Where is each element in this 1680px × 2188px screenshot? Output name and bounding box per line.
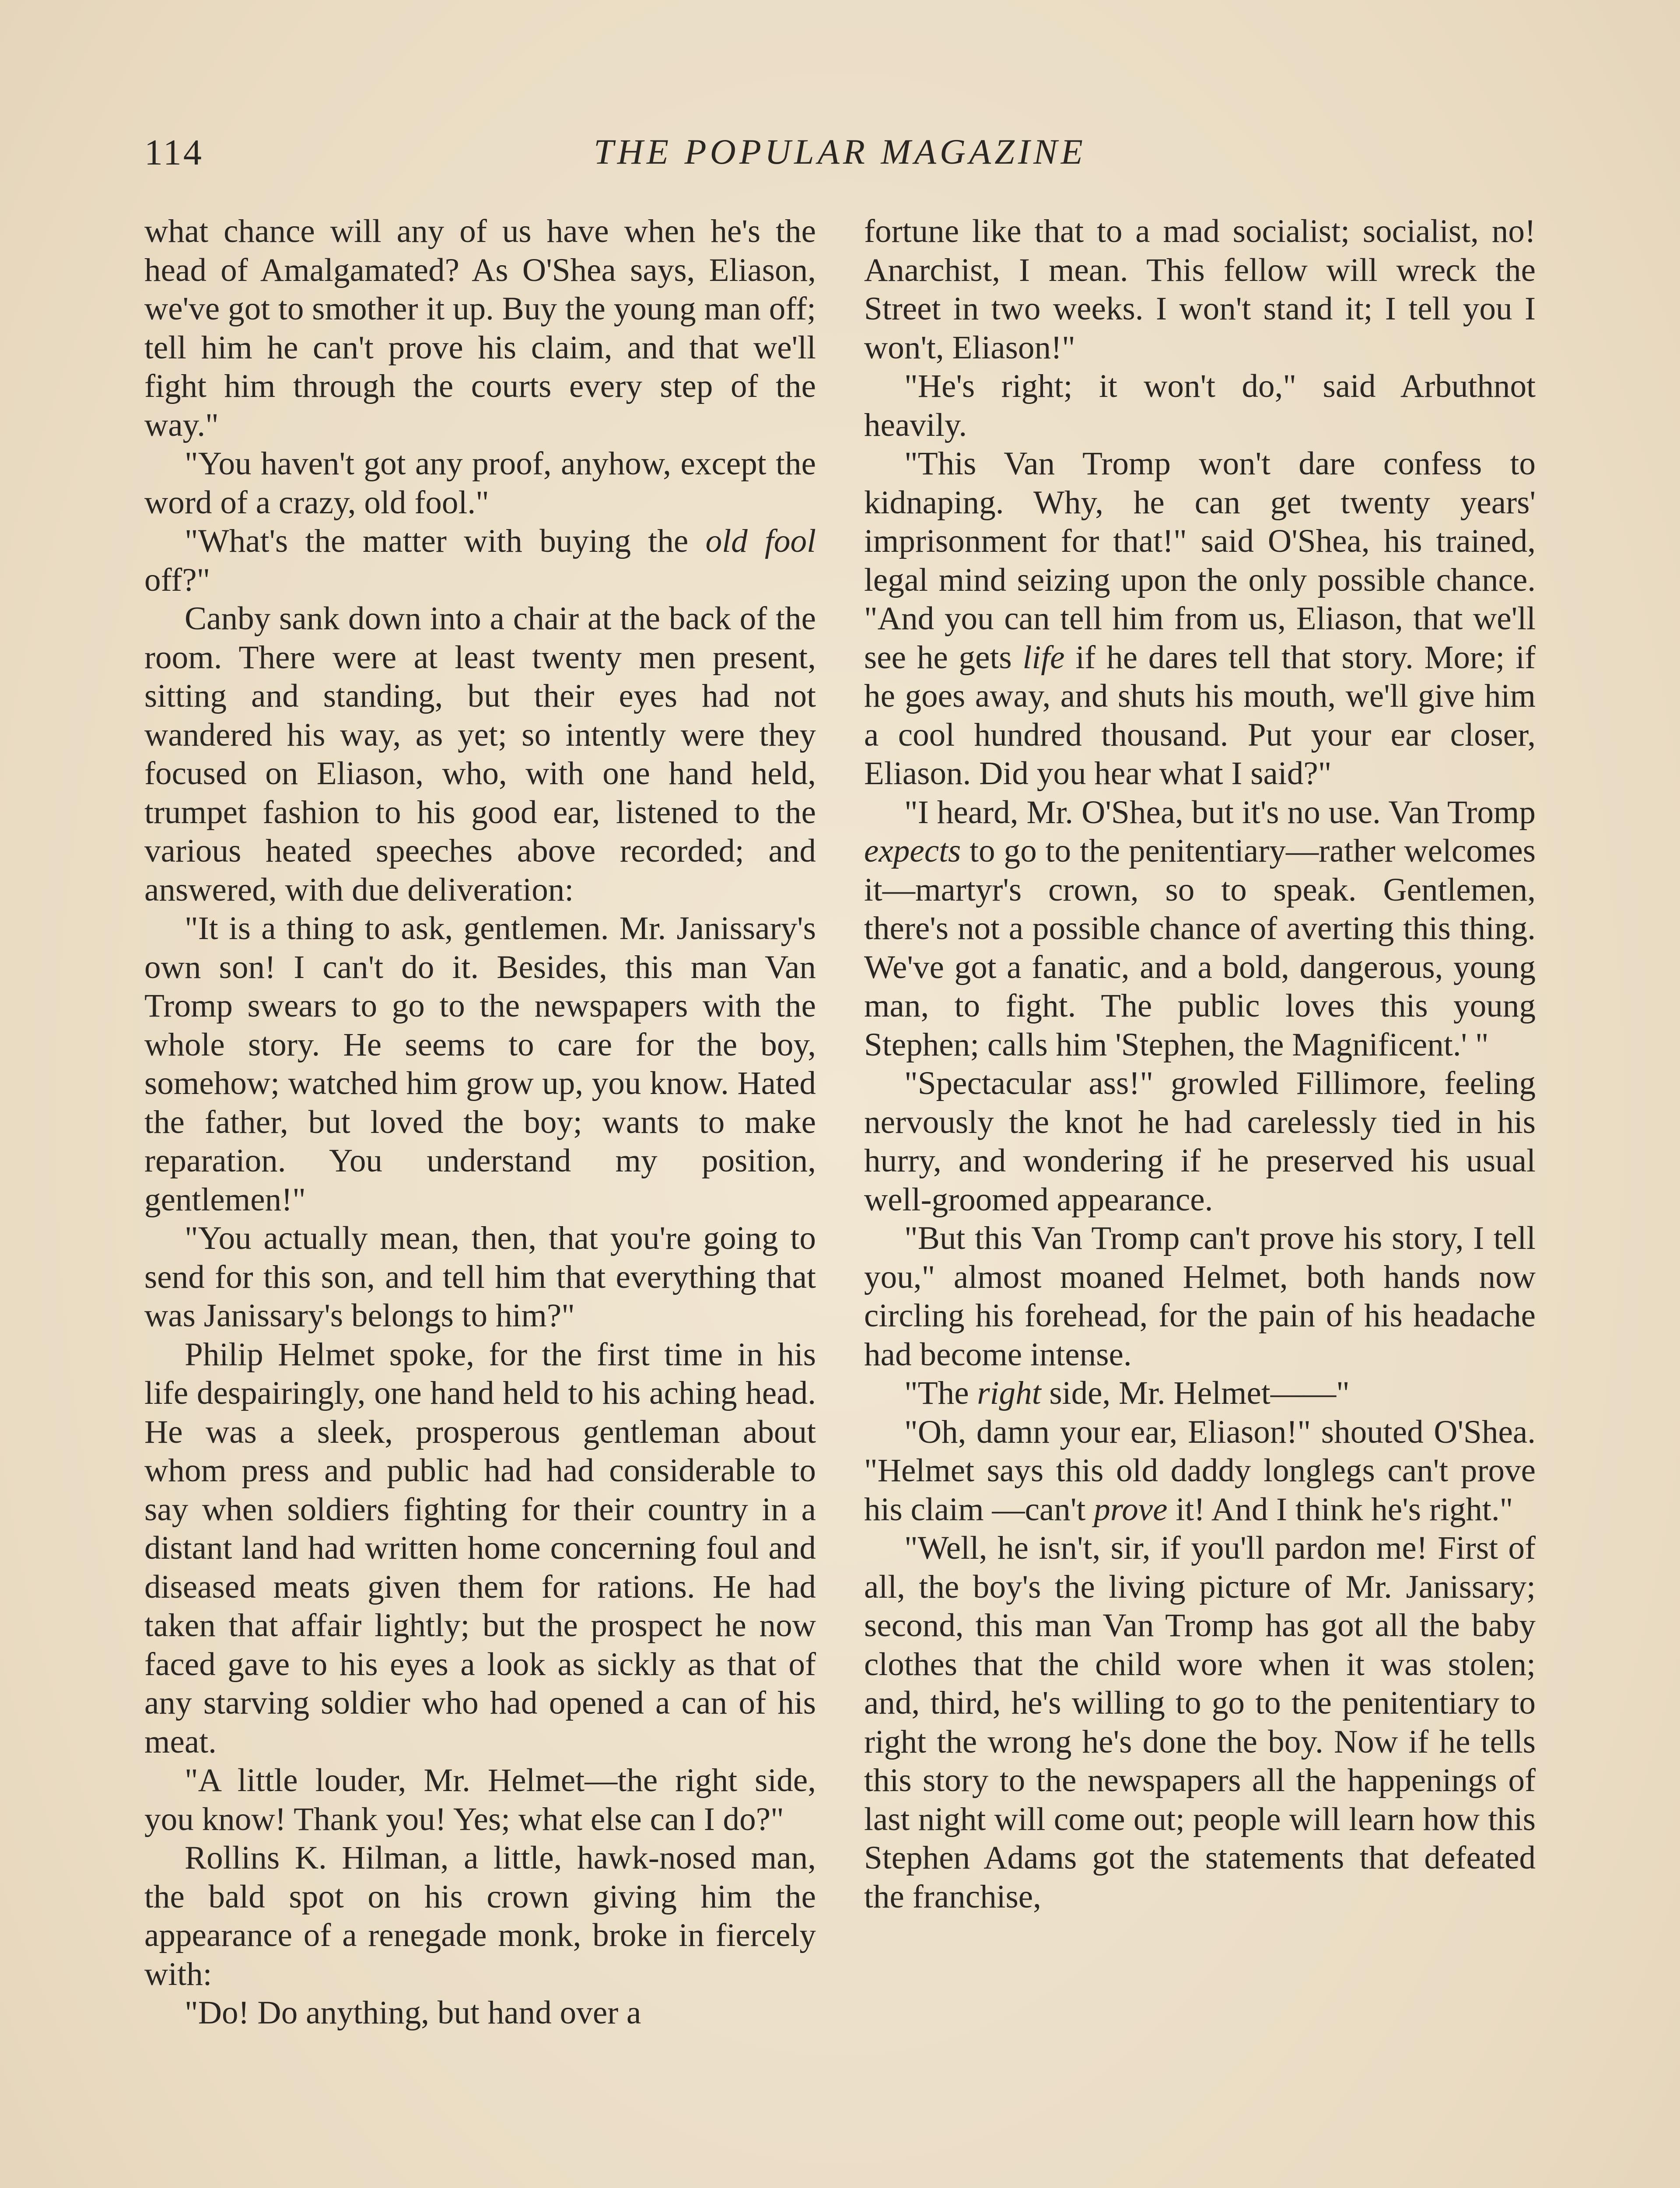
paragraph-text: "This Van Tromp won't dare confess to kidnaping. Why, he can get twenty years' imprisonment for that!" said O'Shea, his trained, legal mind seizing upon the only possible chance. "And you can tell him from us, Eliason, that we'll see he gets <box>864 445 1536 676</box>
paragraph <box>144 1994 816 2033</box>
paragraph <box>144 212 816 445</box>
paragraph <box>144 1839 816 1994</box>
paragraph-text: if he dares tell that story. More; if he goes away, and shuts his mouth, we'll give him a cool hundred thousand. Put your ear closer, Eliason. Did you hear what I said?" <box>864 639 1536 792</box>
paragraph-text: it! And I think he's right." <box>1167 1491 1513 1528</box>
paragraph <box>864 1374 1536 1413</box>
paragraph <box>144 522 816 600</box>
paragraph <box>864 1413 1536 1529</box>
paragraph-text: Rollins K. Hilman, a little, hawk-nosed man, the bald spot on his crown giving him the appearance of a renegade monk, broke in fiercely with: <box>144 1840 816 1992</box>
paragraph-text: off?" <box>144 561 210 598</box>
italic-text: expects <box>864 833 961 869</box>
paragraph-text: "It is a thing to ask, gentlemen. Mr. Janissary's own son! I can't do it. Besides, this man Van Tromp swears to go to the newspapers with the whole story. He seems to care for the boy, somehow; watched him grow up, you know. Hated the father, but loved the boy; wants to make reparation. You understand my position, gentlemen!" <box>144 910 816 1218</box>
paragraph-text: Canby sank down into a chair at the back of the room. There were at least twenty men present, sitting and standing, but their eyes had not wandered his way, as yet; so intently were they focused on Eliason, who, with one hand held, trumpet fashion to his good ear, listened to the various heated speeches above recorded; and answered, with due deliveration: <box>144 600 816 908</box>
paragraph <box>864 445 1536 793</box>
paragraph-text: "He's right; it won't do," said Arbuthnot heavily. <box>864 368 1536 443</box>
paragraph <box>144 445 816 522</box>
italic-text: old fool <box>705 523 816 559</box>
paragraph <box>144 600 816 909</box>
paragraph <box>864 212 1536 367</box>
paragraph-text: "You actually mean, then, that you're going to send for this son, and tell him that everything that was Janissary's belongs to him?" <box>144 1220 816 1334</box>
paragraph <box>864 1529 1536 1916</box>
paragraph-text: what chance will any of us have when he's the head of Amalgamated? As O'Shea says, Eliason, we've got to smother it up. Buy the young man off; tell him he can't prove his claim, and that we'll fight him through the courts every step of the way." <box>144 213 816 443</box>
paragraph-text: fortune like that to a mad socialist; socialist, no! Anarchist, I mean. This fellow will wreck the Street in two weeks. I won't stand it; I tell you I won't, Eliason!" <box>864 213 1536 366</box>
right-column <box>864 212 1536 2188</box>
paragraph-text: side, Mr. Helmet——" <box>1041 1375 1350 1411</box>
paragraph <box>144 909 816 1219</box>
page-number: 114 <box>144 132 203 173</box>
paragraph <box>864 1219 1536 1374</box>
paragraph-text: "Well, he isn't, sir, if you'll pardon me! First of all, the boy's the living picture of Mr. Janissary; second, this man Van Tromp has got all the baby clothes that the child wore when it was stolen; and, third, he's willing to go to the penitentiary to right the wrong he's done the boy. Now if he tells this story to the newspapers all the happenings of last night will come out; people will learn how this Stephen Adams got the statements that defeated the franchise, <box>864 1530 1536 1915</box>
paragraph-text: "Oh, damn your ear, Eliason!" shouted O'Shea. "Helmet says this old daddy longlegs can't prove his claim —can't <box>864 1413 1536 1528</box>
paragraph-text: "Do! Do anything, but hand over a <box>185 1995 641 2031</box>
paragraph-text: "What's the matter with buying the <box>185 523 706 559</box>
paragraph-text: "The <box>904 1375 977 1411</box>
paragraph <box>144 1761 816 1839</box>
paragraph-text: to go to the penitentiary—rather welcomes it—martyr's crown, so to speak. Gentlemen, there's not a possible chance of averting this thing. We've got a fanatic, and a bold, dangerous, young man, to fight. The public loves this young Stephen; calls him 'Stephen, the Magnificent.' " <box>864 833 1536 1063</box>
paragraph-text: "You haven't got any proof, anyhow, except the word of a crazy, old fool." <box>144 445 816 521</box>
italic-text: life <box>1022 639 1065 676</box>
paragraph-text: "Spectacular ass!" growled Fillimore, feeling nervously the knot he had carelessly tied in his hurry, and wondering if he preserved his usual well-groomed appearance. <box>864 1065 1536 1218</box>
italic-text: prove <box>1094 1491 1168 1528</box>
paragraph <box>144 1336 816 1762</box>
italic-text: right <box>977 1375 1041 1411</box>
paragraph-text: "But this Van Tromp can't prove his story, I tell you," almost moaned Helmet, both hands now circling his forehead, for the pain of his headache had become intense. <box>864 1220 1536 1373</box>
running-head-title: THE POPULAR MAGAZINE <box>594 132 1086 172</box>
paragraph-text: Philip Helmet spoke, for the first time in his life despairingly, one hand held to his aching head. He was a sleek, prosperous gentleman about whom press and public had had considerable to say when soldiers fighting for their country in a distant land had written home concerning foul and diseased meats given them for rations. He had taken that affair lightly; but the prospect he now faced gave to his eyes a look as sickly as that of any starving soldier who had opened a can of his meat. <box>144 1336 816 1760</box>
paragraph <box>864 1064 1536 1219</box>
paragraph <box>864 367 1536 445</box>
paragraph-text: "I heard, Mr. O'Shea, but it's no use. Van Tromp <box>904 794 1536 831</box>
left-column <box>144 212 816 2188</box>
paragraph <box>144 1219 816 1336</box>
paragraph-text: "A little louder, Mr. Helmet—the right side, you know! Thank you! Yes; what else can I do?" <box>144 1762 816 1837</box>
paragraph <box>864 793 1536 1065</box>
